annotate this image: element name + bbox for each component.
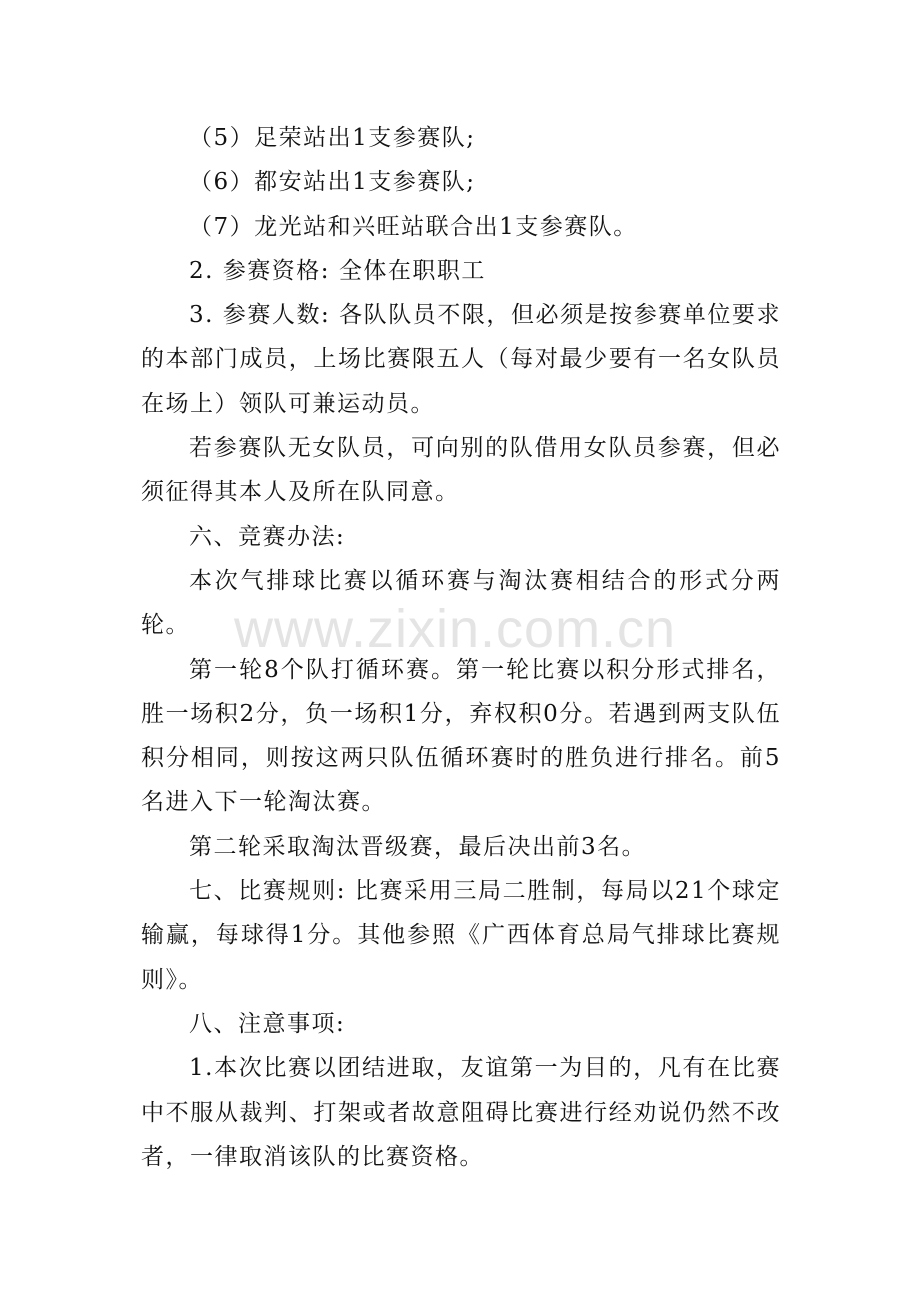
round-two-paragraph: 第二轮采取淘汰晋级赛，最后决出前3名。 [189, 833, 647, 860]
team-item-5: （5）足荣站出1支参赛队; [189, 125, 476, 151]
team-item-6: （6）都安站出1支参赛队; [189, 169, 476, 196]
rules-paragraph: 七、比赛规则: 比赛采用三局二胜制，每局以21个球定输赢，每球得1分。其他参照《广西体育总局气排球比赛规则》。 [141, 878, 781, 993]
format-paragraph: 本次气排球比赛以循环赛与淘汰赛相结合的形式分两轮。 [141, 567, 781, 639]
female-player-paragraph: 若参赛队无女队员，可向别的队借用女队员参赛，但必须征得其本人及所在队同意。 [141, 435, 781, 506]
team-size-paragraph: 3. 参赛人数: 各队队员不限，但必须是按参赛单位要求的本部门成员，上场比赛限五人（每对最少要有一名女队员在场上）领队可兼运动员。 [141, 302, 781, 417]
team-item-7: （7）龙光站和兴旺站联合出1支参赛队。 [189, 213, 638, 240]
eligibility-paragraph: 2. 参赛资格: 全体在职职工 [189, 257, 486, 284]
section-heading-competition-method: 六、竞赛办法: [189, 523, 346, 550]
section-heading-notes: 八、注意事项: [189, 1010, 346, 1037]
document-body [141, 116, 781, 1179]
watermark: www.zixin.com.cn [234, 599, 677, 659]
note-item-1: 1.本次比赛以团结进取，友谊第一为目的，凡有在比赛中不服从裁判、打架或者故意阻碍比赛进行经劝说仍然不改者，一律取消该队的比赛资格。 [141, 1055, 781, 1170]
round-one-paragraph: 第一轮8个队打循环赛。第一轮比赛以积分形式排名，胜一场积2分，负一场积1分，弃权积0分。若遇到两支队伍积分相同，则按这两只队伍循环赛时的胜负进行排名。前5名进入下一轮淘汰赛。 [141, 656, 781, 816]
